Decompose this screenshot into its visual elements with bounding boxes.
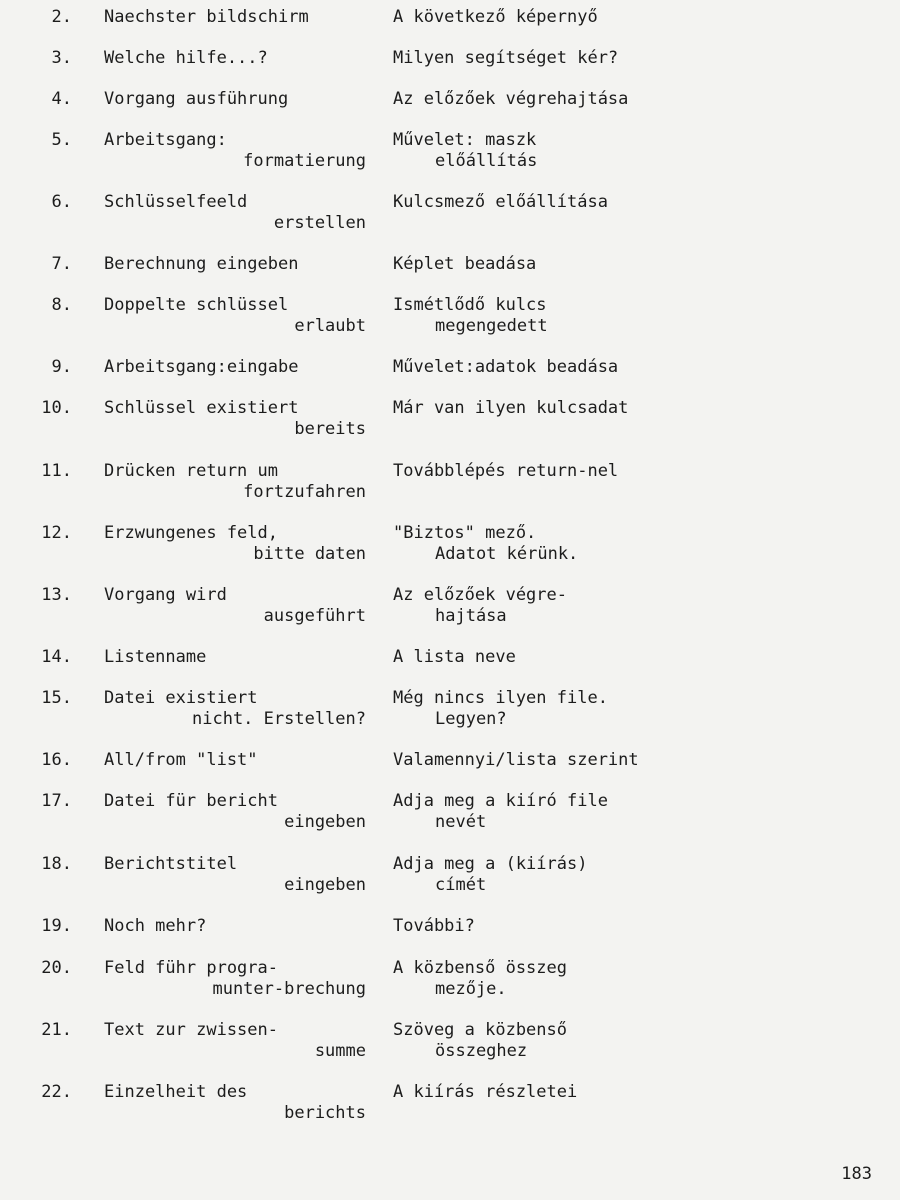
entry-number: 14. [41,647,72,667]
hungarian-line: A kiírás részletei [393,1082,578,1102]
german-line: Vorgang ausführung [104,89,289,109]
german-text [104,1082,366,1124]
entry-number: 8. [51,295,72,315]
german-line: Berechnung eingeben [104,254,299,274]
german-line: ausgeführt [263,606,366,626]
hungarian-line: A lista neve [393,647,516,667]
hungarian-line: hajtása [435,606,507,626]
german-line: eingeben [284,875,366,895]
hungarian-line: Kulcsmező előállítása [393,192,608,212]
hungarian-line: Szöveg a közbenső [393,1020,567,1040]
hungarian-text [393,958,873,1000]
hungarian-line: összeghez [435,1041,528,1061]
german-line: Erzwungenes feld, [104,523,278,543]
german-line: Text zur zwissen- [104,1020,278,1040]
german-text [104,295,366,337]
hungarian-line: mezője. [435,979,507,999]
entry-number: 19. [41,916,72,936]
german-line: Welche hilfe...? [104,48,268,68]
hungarian-text [393,916,873,937]
hungarian-line: megengedett [435,316,548,336]
hungarian-line: Ismétlődő kulcs [393,295,547,315]
hungarian-text [393,48,873,69]
hungarian-text [393,130,873,172]
german-line: Noch mehr? [104,916,207,936]
german-line: Arbeitsgang:eingabe [104,357,299,377]
hungarian-text [393,854,873,896]
german-text [104,688,366,730]
hungarian-text [393,523,873,565]
hungarian-text [393,461,873,482]
german-text [104,958,366,1000]
entry-number: 12. [41,523,72,543]
entry-number: 20. [41,958,72,978]
hungarian-line: Még nincs ilyen file. [393,688,608,708]
german-line: Datei existiert [104,688,258,708]
hungarian-text [393,791,873,833]
hungarian-line: "Biztos" mező. [393,523,537,543]
entry-number: 15. [41,688,72,708]
hungarian-line: Művelet: maszk [393,130,537,150]
entry-number: 4. [51,89,72,109]
hungarian-line: címét [435,875,487,895]
hungarian-line: Az előzőek végre- [393,585,567,605]
german-line: Naechster bildschirm [104,7,309,27]
german-text [104,854,366,896]
hungarian-line: Továbblépés return-nel [393,461,619,481]
hungarian-line: Milyen segítséget kér? [393,48,619,68]
german-line: Listenname [104,647,207,667]
german-line: erstellen [273,213,366,233]
german-line: All/from "list" [104,750,258,770]
german-line: berichts [284,1103,366,1123]
entry-number: 3. [51,48,72,68]
hungarian-line: Legyen? [435,709,507,729]
entry-number: 11. [41,461,72,481]
entry-number: 5. [51,130,72,150]
entry-number: 13. [41,585,72,605]
entry-number: 17. [41,791,72,811]
german-text [104,89,366,110]
hungarian-line: Művelet:adatok beadása [393,357,619,377]
german-line: Feld führ progra- [104,958,278,978]
hungarian-line: A közbenső összeg [393,958,567,978]
german-line: Arbeitsgang: [104,130,227,150]
german-line: eingeben [284,812,366,832]
hungarian-line: Adja meg a kiíró file [393,791,608,811]
hungarian-text [393,254,873,275]
entry-number: 22. [41,1082,72,1102]
hungarian-text [393,357,873,378]
hungarian-line: Képlet beadása [393,254,537,274]
entry-number: 9. [51,357,72,377]
hungarian-line: Adja meg a (kiírás) [393,854,588,874]
german-text [104,357,366,378]
hungarian-text [393,1082,873,1103]
german-text [104,523,366,565]
hungarian-text [393,7,873,28]
german-text [104,750,366,771]
entry-number: 2. [51,7,72,27]
german-line: nicht. Erstellen? [192,709,366,729]
german-text [104,130,366,172]
german-line: munter-brechung [212,979,366,999]
german-line: formatierung [243,151,366,171]
hungarian-text [393,398,873,419]
german-text [104,916,366,937]
german-line: Schlüssel existiert [104,398,299,418]
entry-number: 10. [41,398,72,418]
entry-number: 16. [41,750,72,770]
page-number: 183 [841,1164,872,1184]
german-text [104,585,366,627]
german-text [104,647,366,668]
german-text [104,791,366,833]
hungarian-line: nevét [435,812,487,832]
hungarian-text [393,688,873,730]
german-line: Datei für bericht [104,791,278,811]
hungarian-text [393,89,873,110]
hungarian-text [393,750,873,771]
german-text [104,48,366,69]
german-text [104,7,366,28]
german-line: bitte daten [253,544,366,564]
german-text [104,1020,366,1062]
german-line: Drücken return um [104,461,278,481]
german-text [104,192,366,234]
hungarian-line: Adatot kérünk. [435,544,579,564]
german-line: fortzufahren [243,482,366,502]
hungarian-line: További? [393,916,475,936]
hungarian-text [393,647,873,668]
hungarian-line: Valamennyi/lista szerint [393,750,639,770]
german-line: Berichtstitel [104,854,238,874]
german-text [104,254,366,275]
hungarian-text [393,192,873,213]
german-text [104,461,366,503]
german-line: bereits [294,419,366,439]
hungarian-text [393,585,873,627]
german-text [104,398,366,440]
hungarian-text [393,295,873,337]
entry-number: 7. [51,254,72,274]
german-line: Doppelte schlüssel [104,295,289,315]
entry-number: 18. [41,854,72,874]
entry-number: 21. [41,1020,72,1040]
german-line: erlaubt [294,316,366,336]
german-line: Schlüsselfeeld [104,192,248,212]
german-line: Vorgang wird [104,585,227,605]
hungarian-text [393,1020,873,1062]
hungarian-line: A következő képernyő [393,7,598,27]
hungarian-line: előállítás [435,151,538,171]
german-line: Einzelheit des [104,1082,248,1102]
hungarian-line: Már van ilyen kulcsadat [393,398,629,418]
entry-number: 6. [51,192,72,212]
hungarian-line: Az előzőek végrehajtása [393,89,629,109]
german-line: summe [314,1041,366,1061]
